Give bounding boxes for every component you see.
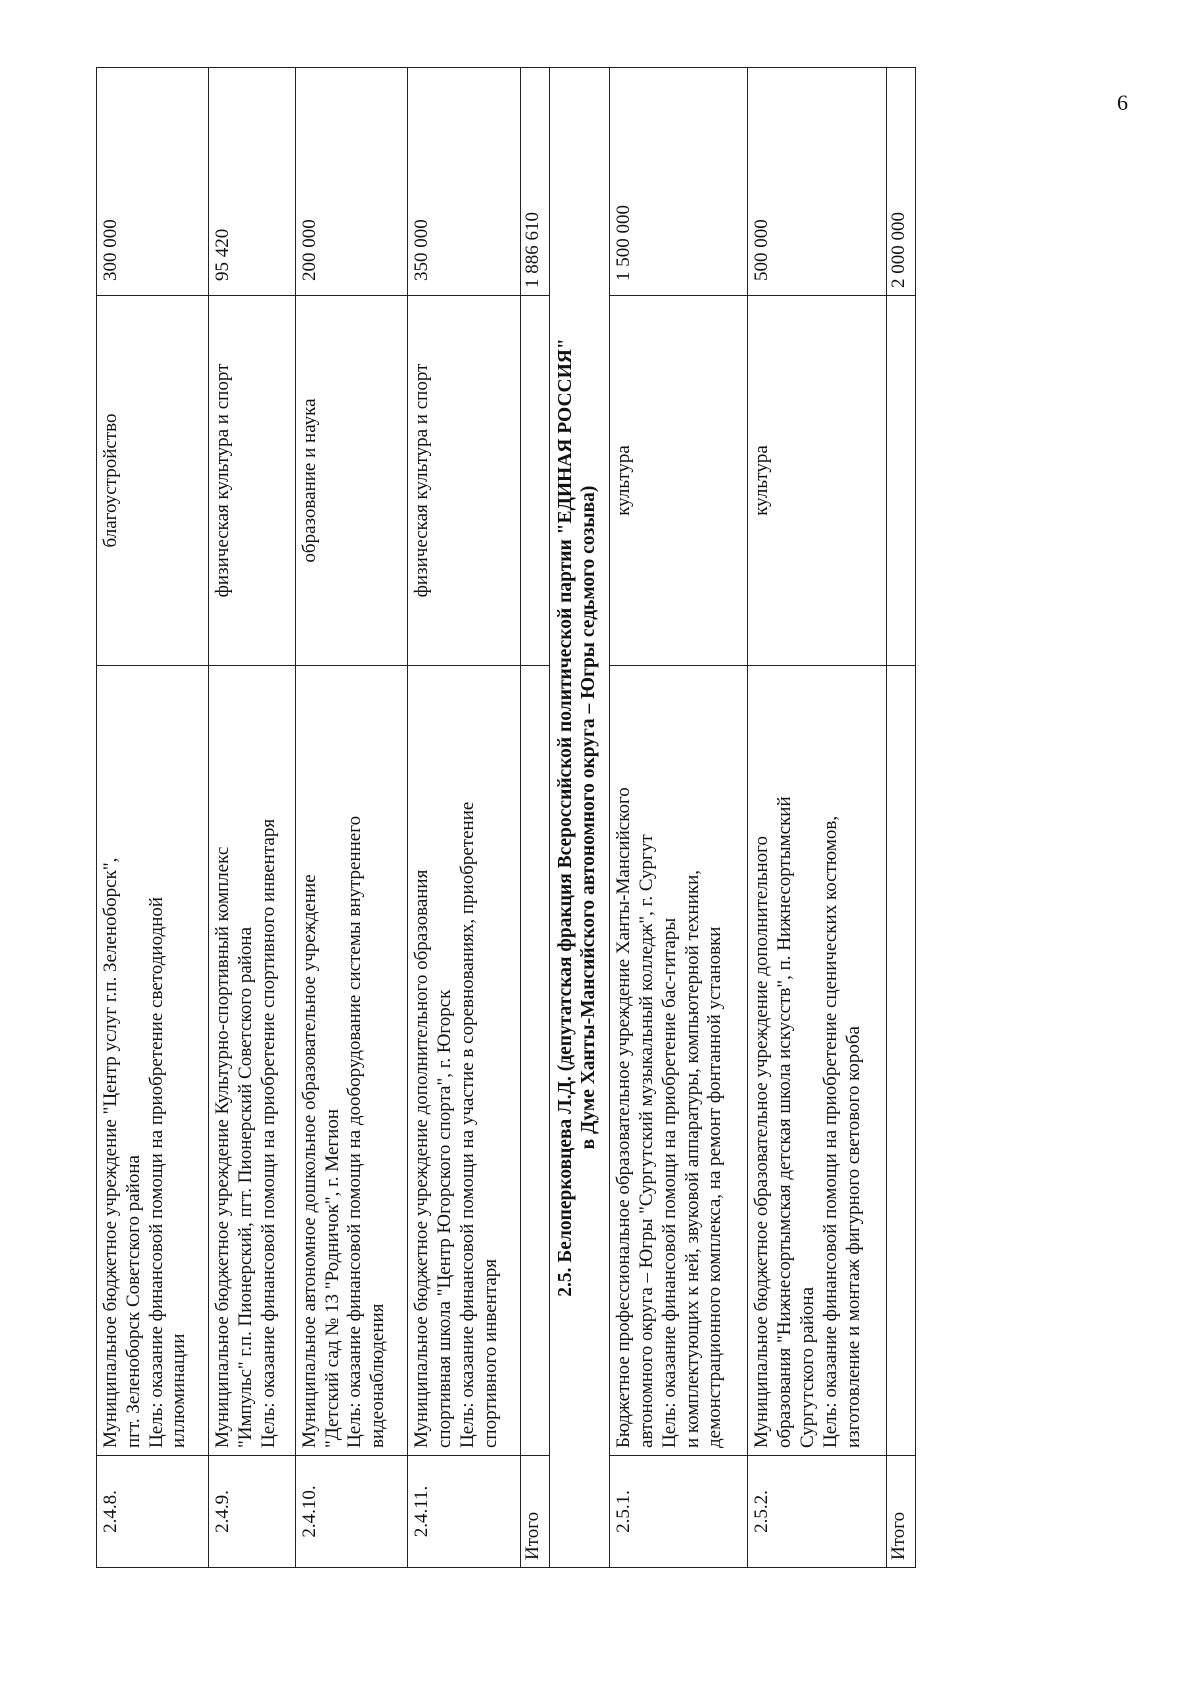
row-area: физическая культура и спорт: [209, 296, 295, 666]
total-label: Итого: [520, 1456, 549, 1568]
row-number: 2.4.11.: [408, 1456, 520, 1568]
row-description: [295, 666, 407, 1456]
description-line: иллюминации: [168, 1333, 190, 1448]
row-description: [748, 666, 886, 1456]
row-number: 2.5.1.: [610, 1456, 748, 1568]
description-line: Муниципальное бюджетное учреждение "Центр услуг г.п. Зеленоборск",: [100, 857, 121, 1448]
description-line: Муниципальное бюджетное образовательное учреждение дополнительного: [751, 836, 773, 1448]
row-description: [408, 666, 520, 1456]
page-number: 6: [1117, 90, 1128, 115]
row-number: 2.4.9.: [209, 1456, 295, 1568]
row-number: 2.4.8.: [97, 1456, 209, 1568]
description-line: демонстрационного комплекса, на ремонт фонтанной установки: [704, 926, 726, 1448]
section-heading-row: [549, 68, 610, 1568]
description-line: Цель: оказание финансовой помощи на приобретение спортивного инвентаря: [257, 818, 279, 1448]
row-area: образование и наука: [295, 296, 407, 666]
row-area: физическая культура и спорт: [408, 296, 520, 666]
table-row-2-4-11: [408, 68, 520, 1568]
section-heading-line: 2.5. Белоперковцева Л.Д. (депутатская фракция Всероссийской политической партии "ЕДИНАЯ РОССИЯ": [554, 338, 576, 1297]
section-heading: [549, 68, 610, 1568]
description-line: и комплектующих к ней, звуковой аппаратуры, компьютерной техники,: [681, 869, 703, 1448]
row-sum: 95 420: [209, 68, 295, 296]
table-row-2-5-1: [610, 68, 748, 1568]
total-row-a: [520, 68, 549, 1568]
description-line: "Импульс" г.п. Пионерский, пгт. Пионерский Советского района: [235, 926, 257, 1448]
total-sum: 1 886 610: [520, 68, 549, 296]
table-row-2-4-9: [209, 68, 295, 1568]
row-sum: 200 000: [295, 68, 407, 296]
row-area: благоустройство: [97, 296, 209, 666]
description-line: "Детский сад № 13 "Родничок", г. Мегион: [321, 1108, 343, 1448]
description-line: образования "Нижнесортымская детская школа искусств", п. Нижнесортымский: [774, 796, 796, 1448]
description-line: изготовление и монтаж фигурного светового короба: [842, 1026, 864, 1448]
description-line: Бюджетное профессиональное образовательное учреждение Ханты-Мансийского: [613, 787, 635, 1448]
row-number: 2.5.2.: [748, 1456, 886, 1568]
description-line: Муниципальное автономное дошкольное образовательное учреждение: [298, 874, 320, 1448]
row-sum: 1 500 000: [610, 68, 748, 296]
description-line: Муниципальное бюджетное учреждение дополнительного образования: [411, 869, 433, 1448]
total-sum: 2 000 000: [886, 68, 915, 296]
row-description: [209, 666, 295, 1456]
row-sum: 350 000: [408, 68, 520, 296]
row-sum: 500 000: [748, 68, 886, 296]
row-area: культура: [748, 296, 886, 666]
table-row-2-4-10: [295, 68, 407, 1568]
total-label: Итого: [886, 1456, 915, 1568]
total-row-b: [886, 68, 915, 1568]
description-line: Цель: оказание финансовой помощи на приобретение сценических костюмов,: [819, 815, 841, 1448]
row-number: 2.4.10.: [295, 1456, 407, 1568]
description-line: Цель: оказание финансовой помощи на приобретение бас-гитары: [658, 917, 680, 1448]
description-line: Цель: оказание финансовой помощи на приобретение светодиодной: [145, 896, 167, 1448]
description-line: автономного округа – Югры "Сургутский музыкальный колледж", г. Сургут: [635, 834, 657, 1448]
description-line: Сургутского района: [797, 1287, 819, 1448]
description-line: спортивная школа "Центр Югорского спорта", г. Югорск: [433, 989, 455, 1448]
section-heading-line: в Думе Ханты-Мансийского автономного округа – Югры седьмого созыва): [578, 485, 600, 1150]
description-line: пгт. Зеленоборск Советского района: [122, 1155, 144, 1448]
rotated-allocation-table: [96, 68, 916, 1568]
row-area: культура: [610, 296, 748, 666]
description-line: Цель: оказание финансовой помощи на участие в соревнованиях, приобретение: [456, 801, 478, 1448]
description-line: Цель: оказание финансовой помощи на дооборудование системы внутреннего: [344, 815, 366, 1448]
description-line: видеонаблюдения: [367, 1303, 389, 1448]
table-row-2-5-2: [748, 68, 886, 1568]
row-description: [97, 666, 209, 1456]
row-sum: 300 000: [97, 68, 209, 296]
allocation-table: [96, 67, 916, 1568]
table-row-2-4-8: [97, 68, 209, 1568]
description-line: Муниципальное бюджетное учреждение Культурно-спортивный комплекс: [212, 846, 234, 1448]
description-line: спортивного инвентаря: [479, 1258, 501, 1448]
row-description: [610, 666, 748, 1456]
